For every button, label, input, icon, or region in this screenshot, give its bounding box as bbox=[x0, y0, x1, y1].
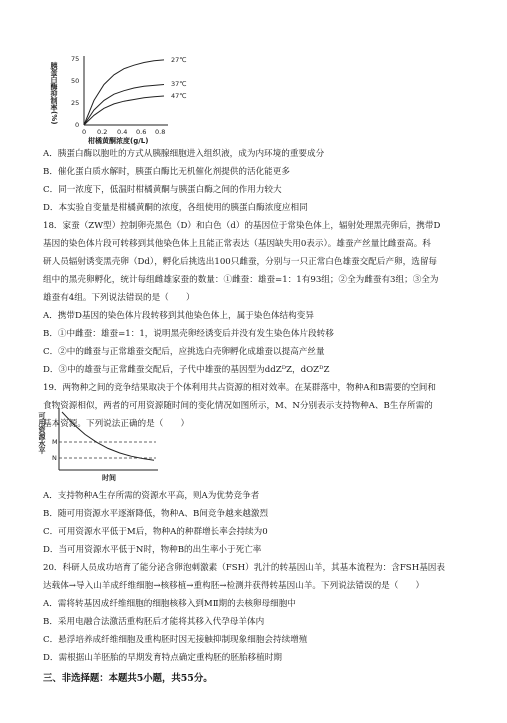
chart1-ytick-50: 50 bbox=[71, 77, 80, 85]
q20-option-a: A．需将转基因成纤维细胞的细胞核移入到MⅡ期的去核卵母细胞中 bbox=[43, 599, 296, 609]
q19-stem-3: 基本资源。下列说法正确的是（ ） bbox=[43, 419, 190, 429]
chart1-xtick-3: 0.6 bbox=[136, 128, 147, 136]
section-heading: 三、非选择题：本题共5小题，共55分。 bbox=[43, 673, 213, 684]
q19-stem-1: 19．两物种之间的竞争结果取决于个体利用共占资源的相对效率。在某群落中，物种A和B需要的空间和 bbox=[43, 383, 436, 393]
q20-option-b: B．采用电融合法激活重构胚后才能将其移入代孕母羊体内 bbox=[43, 617, 265, 627]
q18-option-a: A．携带D基因的染色体片段转移到其他染色体上，属于染色体结构变异 bbox=[43, 311, 314, 321]
chart1-xlabel: 柑橘黄酮浓度(g/L) bbox=[88, 137, 149, 145]
q18-stem-3: 研人员辐射诱变黑壳卵（Dd），孵化后挑选出100只雌蚕，分别与一只正常白色雄蚕交配后产卵，选留每 bbox=[43, 257, 438, 267]
q20-stem-2: 达载体→导入山羊成纤维细胞→核移植→重构胚→检测并获得转基因山羊。下列说法错误的是（ ） bbox=[43, 581, 425, 591]
chart1-ytick-25: 25 bbox=[71, 99, 80, 107]
chart1-xtick-0: 0 bbox=[82, 128, 87, 136]
chart1-ytick-75: 75 bbox=[71, 55, 80, 63]
q20-option-c: C．悬浮培养成纤维细胞及重构胚时因无接触抑制现象细胞会持续增殖 bbox=[43, 635, 308, 645]
chart2-ylabel: 可用资源水平 bbox=[38, 412, 46, 454]
chart1-series-label-27: 27℃ bbox=[171, 56, 187, 64]
chart1-series-label-37: 37℃ bbox=[171, 80, 187, 88]
chart1-xtick-4: 0.8 bbox=[155, 128, 166, 136]
chart1-xtick-1: 0.2 bbox=[97, 128, 108, 136]
q18-option-b: B．①中雌蚕：雄蚕=1：1，说明黑壳卵经诱变后并没有发生染色体片段转移 bbox=[43, 329, 334, 339]
q18-stem-1: 18．家蚕（ZW型）控制卵壳黑色（D）和白色（d）的基因位于常染色体上，辐射处理黑壳卵后，携带D bbox=[43, 221, 441, 231]
q18-option-c: C．②中的雌蚕与正常雄蚕交配后，应挑选白壳卵孵化成雄蚕以提高产丝量 bbox=[43, 347, 325, 357]
q17-option-c: C．同一浓度下，低温时柑橘黄酮与胰蛋白酶之间的作用力较大 bbox=[43, 185, 282, 195]
q17-option-d: D．本实验自变量是柑橘黄酮的浓度，各组使用的胰蛋白酶浓度应相同 bbox=[43, 203, 308, 213]
chart1-line-47 bbox=[84, 96, 164, 125]
q18-stem-2: 基因的染色体片段可转移到其他染色体上且能正常表达（基因缺失用0表示）。雄蚕产丝量比雌蚕高。科 bbox=[43, 239, 431, 249]
q20-option-d: D．需根据山羊胚胎的早期发育特点确定重构胚的胚胎移植时期 bbox=[43, 653, 282, 663]
chart2-xlabel: 时间 bbox=[102, 474, 116, 482]
resource-chart bbox=[40, 406, 170, 482]
chart2-m-label: M bbox=[52, 438, 58, 446]
q19-stem-2: 食物资源相似，两者的可用资源随时间的变化情况如图所示，M、N分别表示支持物种A、B生存所需的 bbox=[43, 401, 433, 411]
q18-option-d: D．③中的雄蚕与正常雌蚕交配后，子代中雄蚕的基因型为ddZᴰZ，dOZᴰZ bbox=[43, 365, 330, 375]
q19-option-c: C．可用资源水平低于M后，物种A的种群增长率会持续为0 bbox=[43, 527, 268, 537]
q20-stem-1: 20．科研人员成功培育了能分泌含卵泡刺激素（FSH）乳汁的转基因山羊，其基本流程为：含FSH基因表 bbox=[43, 563, 445, 573]
q19-option-b: B．随可用资源水平逐渐降低，物种A、B间竞争越来越激烈 bbox=[43, 509, 269, 519]
chart1-ytick-0: 0 bbox=[75, 121, 80, 129]
chart2-n-label: N bbox=[52, 454, 57, 462]
q17-option-b: B．催化蛋白质水解时，胰蛋白酶比无机催化剂提供的活化能更多 bbox=[43, 167, 290, 177]
chart1-xtick-2: 0.4 bbox=[117, 128, 128, 136]
inhibition-chart bbox=[50, 50, 200, 145]
q19-option-d: D．当可用资源水平低于N时，物种B的出生率小于死亡率 bbox=[43, 545, 262, 555]
q19-option-a: A．支持物种A生存所需的资源水平高，则A为优势竞争者 bbox=[43, 491, 260, 501]
q18-stem-5: 雄蚕有4组。下列说法错误的是（ ） bbox=[43, 293, 195, 303]
chart1-series-label-47: 47℃ bbox=[171, 92, 187, 100]
chart1-line-27 bbox=[84, 60, 164, 125]
chart1-ylabel: 胰蛋白酶抑制率(%) bbox=[50, 62, 58, 125]
q17-option-a: A．胰蛋白酶以胞吐的方式从胰腺细胞进入组织液，成为内环境的重要成分 bbox=[43, 149, 325, 159]
chart1-line-37 bbox=[84, 85, 164, 126]
q18-stem-4: 组中的黑壳卵孵化，统计每组雌雄家蚕的数量：①雌蚕：雄蚕=1：1有93组；②全为雌蚕有3组；③全为 bbox=[43, 275, 439, 285]
